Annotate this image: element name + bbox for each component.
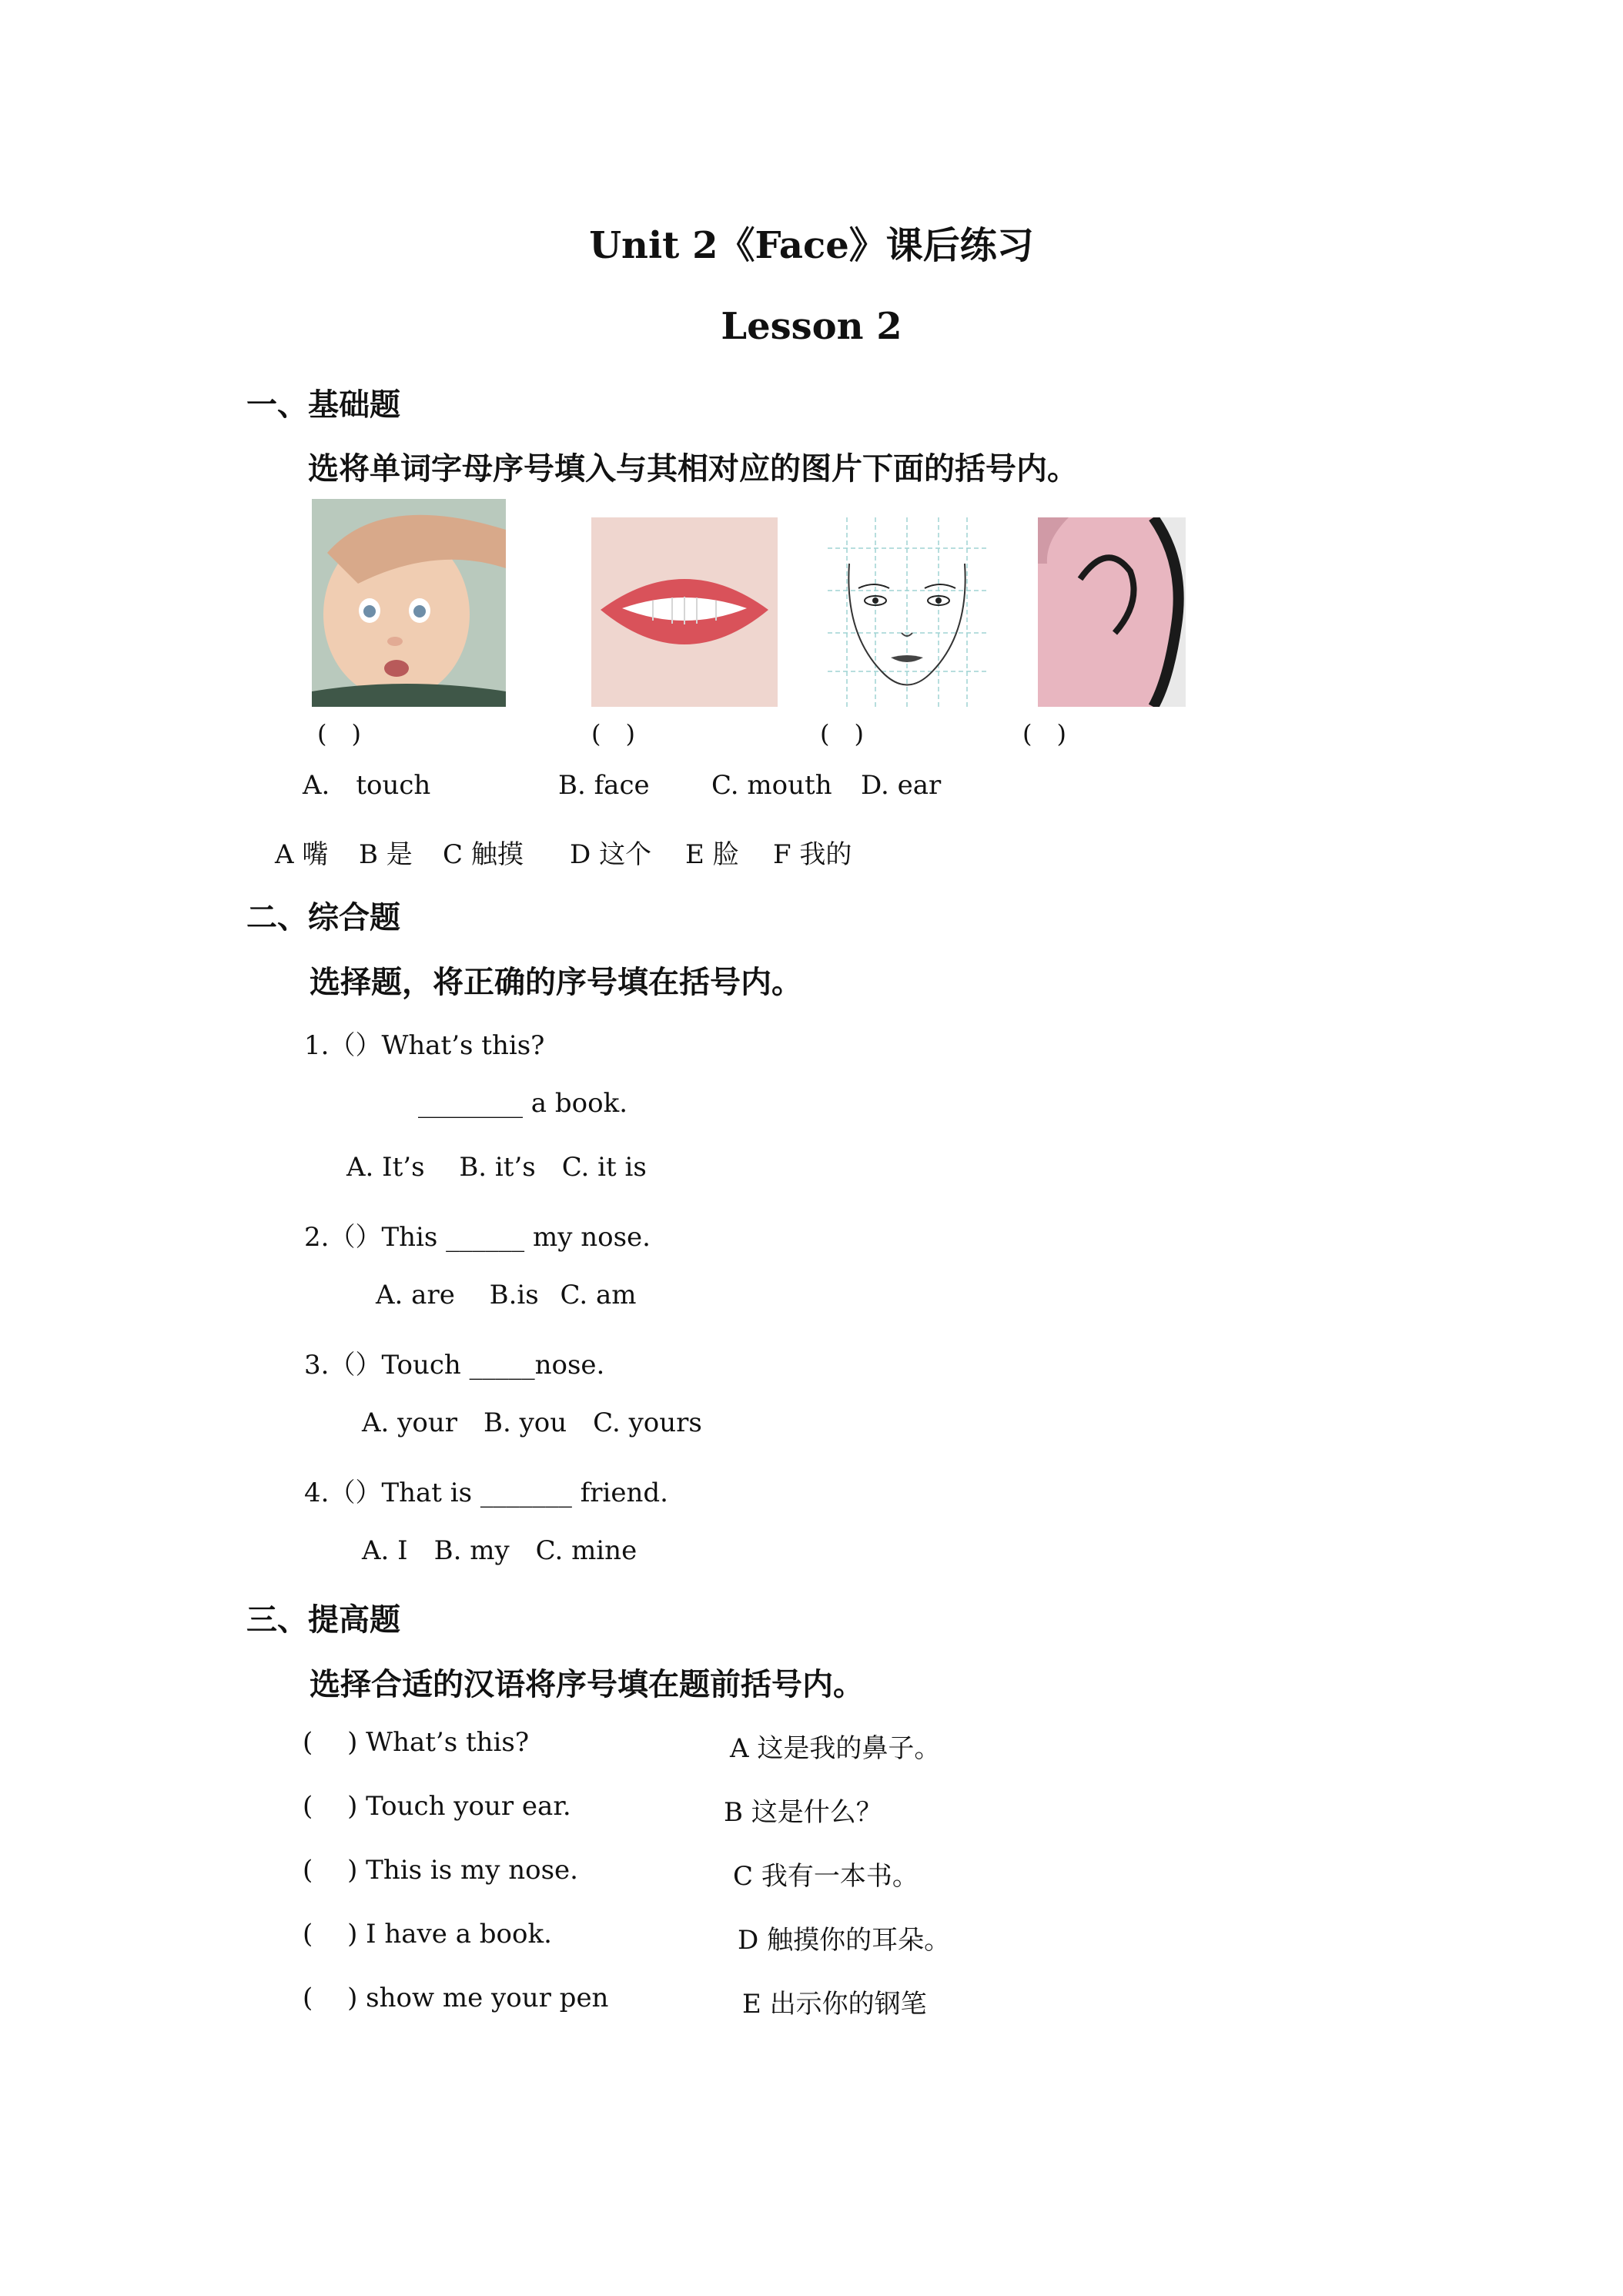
meaning-f: F 我的: [773, 839, 852, 870]
section2-instruction: 选择题，将正确的序号填在括号内。: [310, 964, 802, 1000]
match-left-1: ( ) What’s this?: [303, 1727, 530, 1758]
question-2: 2.（）This ______ my nose.: [304, 1222, 651, 1253]
match-right-b: B 这是什么？: [724, 1797, 882, 1828]
match-left-2: ( ) Touch your ear.: [303, 1791, 571, 1822]
ear-image: [1038, 517, 1186, 707]
question-1-options: A. It’s B. it’s C. it is: [346, 1152, 647, 1183]
question-4: 4.（）That is _______ friend.: [304, 1478, 668, 1508]
match-left-5: ( ) show me your pen: [303, 1983, 609, 2013]
picture4-answer-blank[interactable]: ( ): [1022, 719, 1066, 748]
meaning-b: B 是: [359, 839, 413, 870]
picture3-answer-blank[interactable]: ( ): [820, 719, 864, 748]
match-right-c: C 我有一本书。: [733, 1861, 919, 1892]
match-right-e: E 出示你的钢笔: [742, 1989, 927, 2020]
word-option-d: D. ear: [861, 770, 942, 801]
section1-instruction: 选将单词字母序号填入与其相对应的图片下面的括号内。: [308, 450, 1078, 487]
page-title: Unit 2《Face》课后练习: [589, 224, 1034, 267]
question-1-answer-line: ________ a book.: [418, 1088, 627, 1119]
meaning-c: C 触摸: [443, 839, 524, 870]
picture2-answer-blank[interactable]: ( ): [591, 719, 635, 748]
meaning-a: A 嘴: [275, 839, 329, 870]
baby-touch-head-image: [312, 499, 506, 707]
match-left-4: ( ) I have a book.: [303, 1919, 552, 1950]
question-1: 1.（）What’s this?: [304, 1030, 545, 1061]
picture1-answer-blank[interactable]: ( ): [317, 719, 361, 748]
word-option-c: C. mouth: [711, 770, 832, 801]
mouth-image: [591, 517, 778, 707]
question-3-options: A. your B. you C. yours: [362, 1407, 702, 1438]
section3-heading: 三、提高题: [246, 1602, 400, 1638]
meaning-d: D 这个: [570, 839, 652, 870]
section3-instruction: 选择合适的汉语将序号填在题前括号内。: [310, 1666, 864, 1702]
lesson-title: Lesson 2: [721, 305, 902, 348]
match-right-d: D 触摸你的耳朵。: [738, 1925, 951, 1956]
meaning-e: E 脸: [685, 839, 739, 870]
word-option-b: B. face: [558, 770, 650, 801]
section2-heading: 二、综合题: [246, 899, 400, 935]
question-4-options: A. I B. my C. mine: [362, 1535, 637, 1566]
match-left-3: ( ) This is my nose.: [303, 1855, 578, 1886]
match-right-a: A 这是我的鼻子。: [730, 1733, 941, 1764]
section1-heading: 一、基础题: [246, 387, 400, 423]
question-2-options: A. are B.is C. am: [376, 1280, 637, 1310]
face-sketch-image: [828, 517, 986, 707]
word-option-a: A. touch: [303, 770, 431, 801]
question-3: 3.（）Touch _____nose.: [304, 1350, 605, 1381]
